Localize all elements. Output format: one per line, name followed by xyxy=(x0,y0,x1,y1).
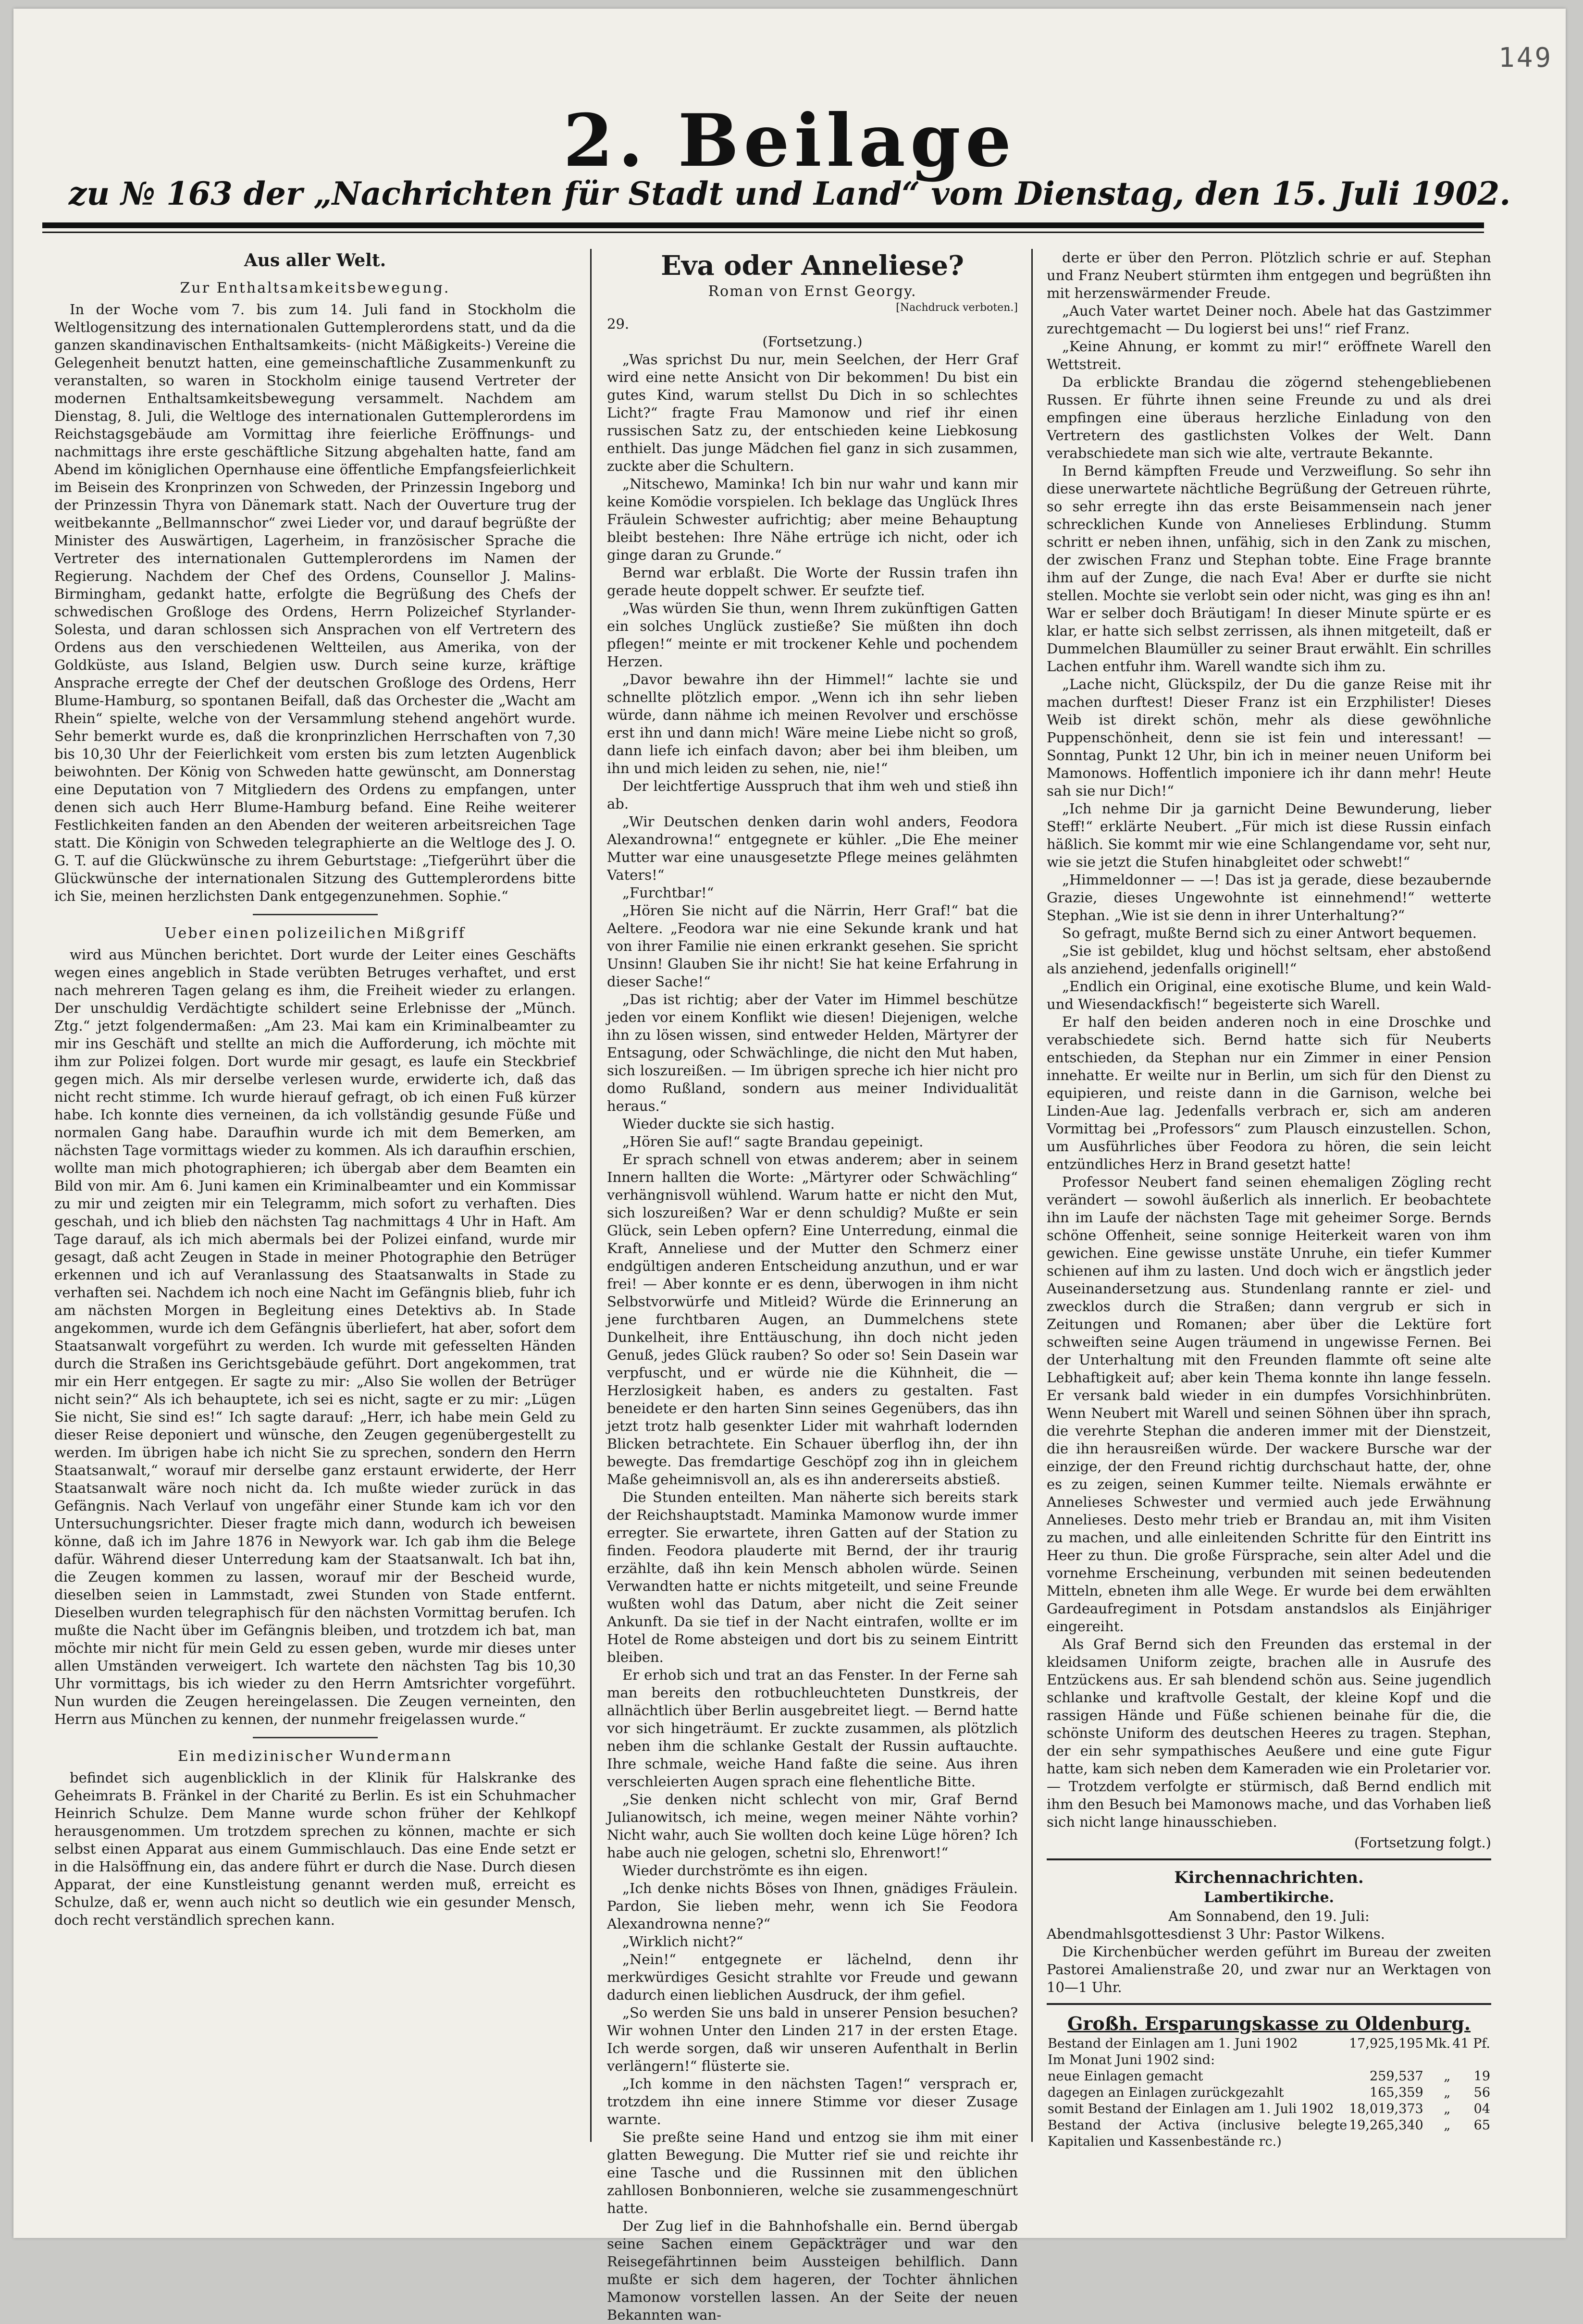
savings-cents: 41 Pf. xyxy=(1452,2036,1490,2051)
left-column xyxy=(54,249,576,2195)
article-subheading: Ueber einen polizeilichen Mißgriff xyxy=(164,925,466,942)
savings-label: Bestand der Einlagen am 1. Juni 1902 xyxy=(1048,2036,1298,2051)
savings-cents: 19 xyxy=(1473,2069,1490,2084)
novel-paragraph: „Auch Vater wartet Deiner noch. Abele hat das Gastzimmer zurechtgemacht — Du logierst bei uns!“ rief Franz. xyxy=(1047,303,1491,337)
savings-row xyxy=(1047,2117,1491,2150)
savings-unit: „ xyxy=(1444,2118,1451,2133)
savings-cents xyxy=(1451,2052,1491,2068)
section-rule xyxy=(1047,2003,1491,2005)
savings-unit: „ xyxy=(1444,2069,1451,2084)
novel-paragraph: Als Graf Bernd sich den Freunden das erstemal in der kleidsamen Uniform zeigte, brachen alle in Ausrufe des Entzückens aus. Er sah blendend schön aus. Seine jugendlich schlanke und kraftvolle Gestalt, der kleine Kopf und die rassigen Hände und Füße schienen beinahe für die, die schönste Uniform des deutschen Heeres zu tragen. Stephan, der ein sehr sympathisches Aeußere und eine gute Figur hatte, kam sich neben dem Kameraden wie ein Proletarier vor. — Trotzdem verfolgte er stürmisch, daß Bernd endlich mit ihm den Besuch bei Mamonows mache, und das Vorhaben ließ sich nicht lange hinausschieben. xyxy=(1047,1636,1491,1830)
savings-title: Großh. Ersparungskasse zu Oldenburg. xyxy=(1067,2013,1471,2034)
novel-text xyxy=(607,351,1018,2324)
novel-text-continued xyxy=(1047,249,1491,1831)
novel-paragraph: „Endlich ein Original, eine exotische Blume, und kein Wald- und Wiesendackfisch!“ begeisterte sich Warell. xyxy=(1047,978,1491,1012)
novel-paragraph: Bernd war erblaßt. Die Worte der Russin trafen ihn gerade heute doppelt schwer. Er seufzte tief. xyxy=(607,565,1018,599)
novel-paragraph: Die Stunden enteilten. Man näherte sich bereits stark der Reichshauptstadt. Maminka Mamonow wurde immer erregter. Sie erwartete, ihren Gatten auf der Station zu finden. Feodora plauderte mit Bernd, der ihr traurig erzählte, daß ihn kein Mensch abholen würde. Seinen Verwandten hatte er nichts mitgeteilt, und seine Freunde wußten wohl das Datum, aber nicht die Zeit seiner Ankunft. Da sie tief in der Nacht eintrafen, wollte er im Hotel de Rome absteigen und dort bis zu seinem Eintritt bleiben. xyxy=(607,1489,1018,1665)
novel-paragraph: „Das ist richtig; aber der Vater im Himmel beschütze jeden vor einem Konflikt wie diesen! Diejenigen, welche ihn zu lösen wissen, sind entweder Helden, Märtyrer der Entsagung, oder Schwächlinge, die nicht den Mut haben, sich loszureißen. — Im übrigen spreche ich hier nicht pro domo Rußland, sondern aus meiner Individualität heraus.“ xyxy=(607,991,1018,1114)
savings-value: 17,925,195 xyxy=(1349,2036,1423,2051)
novel-paragraph: „Hören Sie nicht auf die Närrin, Herr Graf!“ bat die Aeltere. „Feodora war nie eine Sekunde krank und hat von ihrer Familie nie einen erkrankt gesehen. Sie spricht Unsinn! Glauben Sie ihr nicht! Sie hat keine Erfahrung in dieser Sache!“ xyxy=(607,902,1018,990)
article-paragraph: befindet sich augenblicklich in der Klinik für Halskranke des Geheimrats B. Fränkel in der Charité zu Berlin. Es ist ein Schuhmacher Heinrich Schulze. Dem Manne wurde schon früher der Kehlkopf herausgenommen. Um trotzdem sprechen zu können, machte er sich selbst einen Apparat aus einem Gummischlauch. Das eine Ende setzt er in die Halsöffnung ein, das andere führt er durch die Nase. Durch diesen Apparat, der eine Kunstleistung genannt werden muß, erreicht es Schulze, daß er, wenn auch nicht so deutlich wie ein gesunder Mensch, doch recht verständlich sprechen kann. xyxy=(54,1770,576,1928)
novel-paragraph: „Wirklich nicht?“ xyxy=(622,1933,743,1950)
savings-value: 165,359 xyxy=(1370,2085,1423,2100)
savings-row xyxy=(1047,2052,1491,2068)
novel-paragraph: „Was würden Sie thun, wenn Ihrem zukünftigen Gatten ein solches Unglück zustieße? Sie müßten ihn doch pflegen!“ meinte er mit trockener Kehle und pochendem Herzen. xyxy=(607,600,1018,670)
masthead-subtitle: zu № 163 der „Nachrichten für Stadt und Land“ vom Dienstag, den 15. Juli 1902. xyxy=(68,175,1511,212)
novel-paragraph: „Lache nicht, Glückspilz, der Du die ganze Reise mit ihr machen durftest! Dieser Franz ist ein Erzphilister! Dieses Weib ist direkt schön, mehr als diese gewöhnliche Puppenschönheit, denn sie ist fein und interessant! — Sonntag, Punkt 12 Uhr, bin ich in meiner neuen Uniform bei Mamonows. Hoffentlich imponiere ich ihr dann mehr! Heute sah sie nur Dich!“ xyxy=(1047,676,1491,799)
savings-cents: 04 xyxy=(1473,2102,1490,2116)
novel-paragraph: Da erblickte Brandau die zögernd stehengebliebenen Russen. Er führte ihnen seine Freunde zu und als drei empfingen eine überaus herzliche Einladung von den Vertretern des gastlichsten Volkes der Welt. Dann verabschiedete man sich wie alte, vertraute Bekannte. xyxy=(1047,374,1491,461)
continuation-label: (Fortsetzung.) xyxy=(762,333,863,350)
article-paragraph: In der Woche vom 7. bis zum 14. Juli fand in Stockholm die Weltlogensitzung des internationalen Guttemplerordens statt, und da die ganzen skandinavischen Enthaltsamkeits- (nicht Mäßigkeits-) Vereine die Gelegenheit benutzt hatten, eine gemeinschaftliche Zusammenkunft zu veranstalten, so waren in Stockholm einige tausend Vertreter der modernen Enthaltsamkeitsbewegung versammelt. Nachdem am Dienstag, 8. Juli, die Weltloge des internationalen Guttemplerordens im Reichstagsgebäude am Vormittag ihre feierliche Eröffnungs- und nachmittags ihre erste geschäftliche Sitzung abgehalten hatte, fand am Abend im königlichen Opernhause eine öffentliche Empfangsfeierlichkeit im Beisein des Kronprinzen von Schweden, der Prinzessin Ingeborg und der Prinzessin Thyra von Dänemark statt. Nach der Ouverture trug der weitbekannte „Bellmannschor“ zwei Lieder vor, und darauf begrüßte der Minister des Auswärtigen, Lagerheim, in französischer Sprache die Vertreter des internationalen Guttemplerordens im Namen der Regierung. Nachdem der Chef des Ordens, Counsellor J. Malins-Birmingham, gedankt hatte, erfolgte die Begrüßung des Chefs der schwedischen Großloge des Ordens, Herrn Polizeichef Styrlander-Solesta, und daran schlossen sich Ansprachen von elf Vertretern des Ordens aus den verschiedenen Weltteilen, aus Amerika, von der Goldküste, aus Island, Belgien usw. Durch seine kurze, kräftige Ansprache erregte der Chef der deutschen Großloge des Ordens, Herr Blume-Hamburg, so spontanen Beifall, daß das Orchester die „Wacht am Rhein“ spielte, welche von der Versammlung stehend angehört wurde. Sehr bemerkt wurde es, daß die kronprinzlichen Herrschaften von 7,30 bis 10,30 Uhr der Feierlichkeit vom ersten bis zum letzten Augenblick beiwohnten. Der König von Schweden hatte gewünscht, am Donnerstag eine Deputation von 7 Mitgliedern des Ordens zu empfangen, unter denen sich auch Herr Blume-Hamburg befand. Eine Reihe weiterer Festlichkeiten fanden an den Abenden der weiteren arbeitsreichen Tage statt. Die Königin von Schweden telegraphierte an die Weltloge des J. O. G. T. auf die Glückwünsche zu ihrem Geburtstage: „Tiefgerührt über die Glückwünsche der internationalen Sitzung des Guttemplerordens bitte ich Sie, meinen herzlichsten Dank entgegenzunehmen. Sophie.“ xyxy=(54,301,576,904)
savings-label: Bestand der Activa (inclusive belegte Kapitalien und Kassenbestände rc.) xyxy=(1048,2118,1348,2149)
church-note: Die Kirchenbücher werden geführt im Bureau der zweiten Pastorei Amalienstraße 20, und zwar nur an Werktagen von 10—1 Uhr. xyxy=(1047,1943,1491,1995)
savings-cents: 56 xyxy=(1473,2085,1490,2100)
savings-row xyxy=(1047,2068,1491,2085)
church-news-title: Kirchennachrichten. xyxy=(1174,1868,1364,1887)
masthead-rule-thick xyxy=(42,222,1484,228)
savings-unit: „ xyxy=(1444,2085,1451,2100)
savings-row xyxy=(1047,2101,1491,2117)
page-number: 149 xyxy=(1498,42,1553,74)
savings-unit: „ xyxy=(1444,2102,1451,2116)
article-subheading: Zur Enthaltsamkeitsbewegung. xyxy=(180,280,450,296)
novel-paragraph: So gefragt, mußte Bernd sich zu einer Antwort bequemen. xyxy=(1062,925,1477,941)
savings-label: Im Monat Juni 1902 sind: xyxy=(1048,2053,1215,2067)
savings-cents: 65 xyxy=(1473,2118,1490,2133)
novel-paragraph: „Nitschewo, Maminka! Ich bin nur wahr und kann mir keine Komödie vorspielen. Ich beklage das Unglück Ihres Fräulein Schwester aufrichtig; aber meine Behauptung bleibt bestehen: Ihre Nähe ertrüge ich nicht, oder ich ginge daran zu Grunde.“ xyxy=(607,476,1018,563)
masthead-title: 2. Beilage xyxy=(563,98,1016,183)
masthead-rule-thin xyxy=(42,232,1484,233)
novel-paragraph: derte er über den Perron. Plötzlich schrie er auf. Stephan und Franz Neubert stürmten ihm entgegen und begrüßten ihn mit herzenswärmender Freude. xyxy=(1047,249,1491,301)
church-name: Lambertikirche. xyxy=(1204,1889,1334,1906)
chapter-number: 29. xyxy=(607,316,630,332)
continuation-note: (Fortsetzung folgt.) xyxy=(1354,1834,1491,1851)
savings-value xyxy=(1348,2052,1424,2068)
savings-value: 19,265,340 xyxy=(1349,2118,1423,2133)
novel-paragraph: Der Zug lief in die Bahnhofshalle ein. Bernd übergab seine Sachen einem Gepäckträger und war den Reisegefährtinnen beim Aussteigen behilflich. Dann mußte er sich dem hageren, der Tochter ähnlichen Mamonow vorstellen lassen. An der Seite der neuen Bekannten wan- xyxy=(607,2218,1018,2323)
novel-paragraph: „Davor bewahre ihn der Himmel!“ lachte sie und schnellte plötzlich empor. „Wenn ich ihn sehr lieben würde, dann nähme ich meinen Revolver und erschösse erst ihn und dann mich! Wäre meine Liebe nicht so groß, dann liefe ich einfach davon; aber bei ihm bleiben, um ihn und mich leiden zu sehen, nie, nie!“ xyxy=(607,671,1018,776)
novel-paragraph: „Ich nehme Dir ja garnicht Deine Bewunderung, lieber Steff!“ erklärte Neubert. „Für mich ist diese Russin einfach häßlich. Sie kommt mir wie eine Schlangendame vor, seht nur, wie sie jetzt die Stufen hinabgleitet oder schwebt!“ xyxy=(1047,800,1491,870)
savings-value: 259,537 xyxy=(1370,2069,1423,2084)
savings-unit xyxy=(1424,2052,1452,2068)
novel-paragraph: Der leichtfertige Ausspruch that ihm weh und stieß ihn ab. xyxy=(607,778,1018,812)
church-service: Abendmahlsgottesdienst 3 Uhr: Pastor Wilkens. xyxy=(1047,1926,1385,1942)
savings-row xyxy=(1047,2085,1491,2101)
novel-paragraph: Wieder durchströmte es ihn eigen. xyxy=(622,1862,868,1879)
right-column xyxy=(1047,249,1491,2195)
savings-label: somit Bestand der Einlagen am 1. Juli 1902 xyxy=(1048,2102,1334,2116)
novel-paragraph: Professor Neubert fand seinen ehemaligen Zögling recht verändert — sowohl äußerlich als innerlich. Er beobachtete ihn im Laufe der nächsten Tage mit geheimer Sorge. Bernds schöne Offenheit, seine sonnige Heiterkeit waren von ihm gewichen. Eine gewisse unstäte Unruhe, ein tiefer Kummer schienen auf ihm zu lasten. Und doch wich er ängstlich jeder Auseinandersetzung aus. Stundenlang rannte er ziel- und zwecklos durch die Straßen; dann vergrub er sich in Zeitungen und Romanen; aber über die Lektüre fort schweiften seine Augen träumend in ungewisse Fernen. Bei der Unterhaltung mit den Freunden flammte oft seine alte Lebhaftigkeit auf; aber kein Thema konnte ihn lange fesseln. Er versank bald wieder in ein dumpfes Vorsichhinbrüten. Wenn Neubert mit Warell und seinen Söhnen über ihn sprach, die verehrte Stephan die anderen immer mit der Dienstzeit, die ihn herausreißen würde. Der wackere Bursche war der einzige, der den Freund richtig durchschaut hatte, der, ohne es zu zeigen, seinen Kummer teilte. Niemals erwähnte er Annelieses Schwester und vermied auch jede Erwähnung Annelieses. Desto mehr trieb er Brandau an, mit ihm Visiten zu machen, und alle einleitenden Schritte für den Eintritt ins Heer zu thun. Die große Fürsprache, sein alter Adel und die vornehme Erscheinung, verbunden mit seinen bedeutenden Mitteln, ebneten ihm alle Wege. Er wurde bei dem erwählten Gardeaufregiment in Potsdam anstandslos als Einjähriger eingereiht. xyxy=(1047,1174,1491,1635)
novel-paragraph: In Bernd kämpften Freude und Verzweiflung. So sehr ihn diese unerwartete nächtliche Begrüßung der Getreuen rührte, so sehr erregte ihn das erste Beisammensein nach jener schrecklichen Kunde von Annelieses Erblindung. Stumm schritt er neben ihnen, unfähig, sich in den Zank zu mischen, der zwischen Franz und Stephan tobte. Eine Frage brannte ihm auf der Zunge, die nach Eva! Aber er durfte sie nicht stellen. Mochte sie verlobt sein oder nicht, was ging es ihn an! War er selber doch Bräutigam! In dieser Minute spürte er es klar, er hatte sich selbst zerrissen, als ihnen mitgeteilt, daß er Dummelchen Blaumüller zu seiner Braut erwählt. Ein schrilles Lachen entfuhr ihm. Warell wandte sich ihm zu. xyxy=(1047,463,1491,675)
savings-unit: Mk. xyxy=(1425,2036,1451,2051)
column-divider xyxy=(590,249,592,2142)
savings-value: 18,019,373 xyxy=(1349,2102,1423,2116)
novel-paragraph: „Keine Ahnung, er kommt zu mir!“ eröffnete Warell den Wettstreit. xyxy=(1047,338,1491,372)
savings-label: dagegen an Einlagen zurückgezahlt xyxy=(1048,2085,1284,2100)
novel-paragraph: Er erhob sich und trat an das Fenster. In der Ferne sah man bereits den rotbuchleuchteten Dunstkreis, der allnächtlich über Berlin ausgebreitet liegt. — Bernd hatte vor sich hingeträumt. Er zuckte zusammen, als plötzlich neben ihm die schlanke Gestalt der Russin auftauchte. Ihre schmale, weiche Hand faßte die seine. Aus ihren verschleierten Augen sprach eine flehentliche Bitte. xyxy=(607,1667,1018,1790)
novel-paragraph: „Was sprichst Du nur, mein Seelchen, der Herr Graf wird eine nette Ansicht von Dir bekommen! Du bist ein gutes Kind, warum stellst Du Dich in so schlechtes Licht?“ fragte Frau Mamonow und rief ihr einen russischen Satz zu, der entschieden keine Liebkosung enthielt. Das junge Mädchen fiel ganz in sich zusammen, zuckte aber die Schultern. xyxy=(607,351,1018,474)
novel-paragraph: „Himmeldonner — —! Das ist ja gerade, diese bezaubernde Grazie, dieses Ungewohnte ist einnehmend!“ wetterte Stephan. „Wie ist sie denn in ihrer Unterhaltung?“ xyxy=(1047,872,1491,923)
church-date: Am Sonnabend, den 19. Juli: xyxy=(1168,1908,1370,1924)
section-heading: Aus aller Welt. xyxy=(244,250,386,271)
column-divider xyxy=(1031,249,1033,2142)
savings-label: neue Einlagen gemacht xyxy=(1048,2069,1203,2084)
novel-paragraph: „Furchtbar!“ xyxy=(622,885,714,901)
novel-paragraph: „Ich komme in den nächsten Tagen!“ versprach er, trotzdem ihn eine innere Stimme vor dieser Zusage warnte. xyxy=(607,2076,1018,2127)
novel-paragraph: Wieder duckte sie sich hastig. xyxy=(622,1116,835,1132)
reprint-notice: [Nachdruck verboten.] xyxy=(896,302,1018,314)
novel-paragraph: „Hören Sie auf!“ sagte Brandau gepeinigt. xyxy=(622,1133,924,1150)
article-paragraph: wird aus München berichtet. Dort wurde der Leiter eines Geschäfts wegen eines angeblich in Stade verübten Betruges verhaftet, und erst nach mehreren Tagen gelang es ihm, die Freiheit wieder zu erlangen. Der unschuldig Verdächtigte schildert seine Erlebnisse der „Münch. Ztg.“ jetzt folgendermaßen: „Am 23. Mai kam ein Kriminalbeamter zu mir ins Geschäft und stellte an mich die Aufforderung, ich möchte mit ihm zur Polizei folgen. Dort wurde mir gesagt, es laufe ein Steckbrief gegen mich. Als mir derselbe verlesen wurde, erwiderte ich, daß das nicht recht stimme. Ich wurde hierauf gefragt, ob ich einen Fuß kürzer habe. Ich konnte dies verneinen, da ich vollständig gesunde Füße und normalen Gang habe. Daraufhin wurde ich mit dem Bemerken, am nächsten Tage vormittags wieder zu kommen. Als ich daraufhin erschien, wollte man mich photographieren; ich übergab aber dem Beamten ein Bild von mir. Am 6. Juni kamen ein Kriminalbeamter und ein Kommissar zu mir und zeigten mir ein Telegramm, mich sofort zu verhaften. Dies geschah, und ich blieb den nächsten Tag nachmittags 4 Uhr in Haft. Am Tage darauf, als ich mich abermals bei der Polizei einfand, wurde mir gesagt, daß acht Zeugen in Stade in meiner Photographie den Betrüger erkennen und ich auf Veranlassung des Staatsanwalts in Stade zu verhaften sei. Nachdem ich noch eine Nacht im Gefängnis blieb, fuhr ich am nächsten Morgen in Begleitung eines Detektivs ab. In Stade angekommen, wurde ich dem Gefängnis überliefert, hat aber, sofort dem Staatsanwalt vorgeführt zu werden. Ich wurde mit gefesselten Händen durch die Straßen ins Gerichtsgebäude geführt. Dort angekommen, trat mir ein Herr entgegen. Er sagte zu mir: „Also Sie wollen der Betrüger nicht sein?“ Als ich behauptete, ich sei es nicht, sagte er zu mir: „Lügen Sie nicht, Sie sind es!“ Ich sagte darauf: „Herr, ich habe mein Geld zu dieser Reise deponiert und wünsche, den Zeugen gegenübergestellt zu werden. Im übrigen habe ich nicht Sie zu sprechen, sondern den Herrn Staatsanwalt,“ worauf mir derselbe ganz erstaunt erwiderte, der Herr Staatsanwalt wäre noch nicht da. Ich mußte wieder zurück in das Gefängnis. Nach Verlauf von ungefähr einer Stunde kam ich vor den Untersuchungsrichter. Dieser fragte mich dann, wodurch ich beweisen könne, daß ich im Jahre 1876 in Newyork war. Ich gab ihm die Belege dafür. Während dieser Unterredung kam der Staatsanwalt. Ich bat ihn, die Zeugen kommen zu lassen, worauf mir der Bescheid wurde, dieselben seien in Lammstadt, zwei Stunden von Stade entfernt. Dieselben wurden telegraphisch für den nächsten Vormittag berufen. Ich mußte die Nacht über im Gefängnis bleiben, und trotzdem ich bat, man möchte mir nicht für mein Geld zu essen geben, wurde mir dieses unter allen Umständen verweigert. Ich wartete den nächsten Tag bis 10,30 Uhr vormittags, bis ich wieder zu den Herrn Amtsrichter vorgeführt. Nun wurden die Zeugen hereingelassen. Die Zeugen verneinten, den Herrn aus München zu kennen, der nunmehr freigelassen wurde.“ xyxy=(54,947,576,1727)
novel-paragraph: „Ich denke nichts Böses von Ihnen, gnädiges Fräulein. Pardon, Sie lieben mehr, wenn ich Sie Feodora Alexandrowna nenne?“ xyxy=(607,1880,1018,1932)
novel-paragraph: „So werden Sie uns bald in unserer Pension besuchen? Wir wohnen Unter den Linden 217 in der ersten Etage. Ich werde sorgen, daß wir unseren Aufenthalt in Berlin verlängern!“ flüsterte sie. xyxy=(607,2004,1018,2074)
novel-paragraph: „Sie denken nicht schlecht von mir, Graf Bernd Julianowitsch, ich meine, wegen meiner Nähte vorhin? Nicht wahr, auch Sie wollten doch keine Lüge hören? Ich habe auch nie gelogen, schetni slo, Ehrenwort!“ xyxy=(607,1791,1018,1861)
novel-paragraph: Sie preßte seine Hand und entzog sie ihm mit einer glatten Bewegung. Die Mutter rief sie und reichte ihr eine Tasche und die Russinnen mit den üblichen zahllosen Bonbonnieren, welche sie zusammengeschnürt hatte. xyxy=(607,2129,1018,2216)
novel-author: Roman von Ernst Georgy. xyxy=(708,283,917,300)
section-rule xyxy=(1047,1858,1491,1860)
novel-paragraph: Er half den beiden anderen noch in eine Droschke und verabschiedete sich. Bernd hatte sich für Neuberts entschieden, da Stephan nur ein Zimmer in einer Pension innehatte. Er weilte nur in Berlin, um sich für den Dienst zu equipieren, und reiste dann in die Garnison, welche bei Linden-Aue lag. Jedenfalls verbrach er, sich am anderen Vormittag bei „Professors“ zum Plausch einzustellen. Schon, um Ausführliches über Feodora zu hören, die sein leicht entzündliches Herz in Brand gesetzt hatte! xyxy=(1047,1014,1491,1172)
novel-title: Eva oder Anneliese? xyxy=(661,250,964,282)
novel-paragraph: „Sie ist gebildet, klug und höchst seltsam, eher abstoßend als anziehend, jedenfalls originell!“ xyxy=(1047,943,1491,977)
savings-table xyxy=(1047,2036,1491,2150)
novel-paragraph: „Nein!“ entgegnete er lächelnd, denn ihr merkwürdiges Gesicht strahlte vor Freude und gewann dadurch einen lieblichen Ausdruck, der ihm gefiel. xyxy=(607,1951,1018,2003)
article-separator xyxy=(253,914,378,915)
newspaper-page xyxy=(13,9,1566,2323)
middle-column xyxy=(607,249,1018,2323)
savings-row xyxy=(1047,2036,1491,2052)
article-separator xyxy=(253,1737,378,1738)
article-subheading: Ein medizinischer Wundermann xyxy=(177,1748,453,1765)
novel-paragraph: Er sprach schnell von etwas anderem; aber in seinem Innern hallten die Worte: „Märtyrer oder Schwächling“ verhängnisvoll wühlend. Warum hatte er nicht den Mut, sich loszureißen? War er denn schuldig? Mußte er sein Glück, sein Leben opfern? Eine Unterredung, einmal die Kraft, Anneliese und der Mutter den Schmerz einer endgültigen anderen Entscheidung anzuthun, und er war frei! — Aber konnte er es denn, überwogen in ihm nicht Selbstvorwürfe und Mitleid? Würde die Erinnerung an jene furchtbaren Augen, an Dummelchens stete Dunkelheit, ihre Enttäuschung, ihn doch nicht jeden Genuß, jedes Glück rauben? So oder so! Sein Dasein war verpfuscht, und er würde nie die Kühnheit, die — Herzlosigkeit haben, es anders zu gestalten. Fast beneidete er den harten Sinn seines Gegenübers, das ihn jetzt trotz halb gesenkter Lider mit wahrhaft lodernden Blicken betrachtete. Ein Schauer überflog ihn, der ihn bewegte. Das fremdartige Geschöpf zog ihn in gleichem Maße geheimnisvoll an, als es ihn andererseits abstieß. xyxy=(607,1151,1018,1488)
novel-paragraph: „Wir Deutschen denken darin wohl anders, Feodora Alexandrowna!“ entgegnete er kühler. „Die Ehe meiner Mutter war eine unausgesetzte Pflege meines gelähmten Vaters!“ xyxy=(607,813,1018,883)
